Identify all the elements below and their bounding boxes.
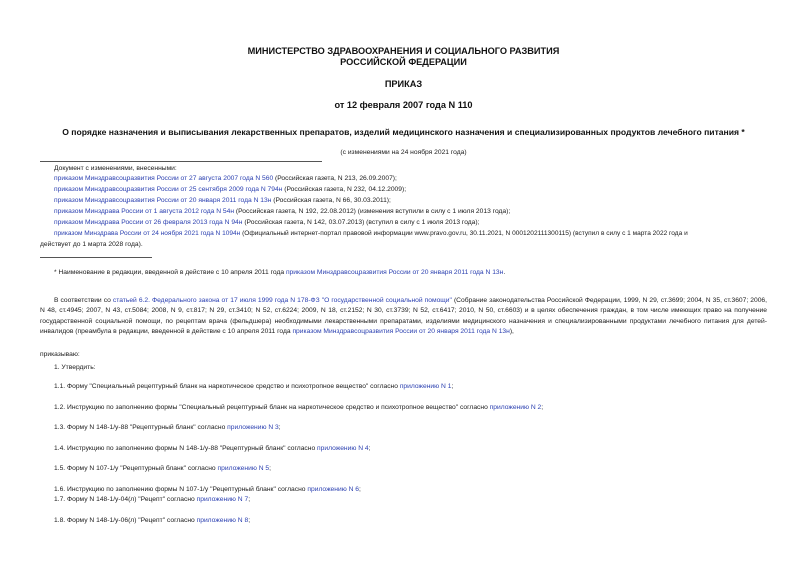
appendix-link[interactable]: приложению N 4 bbox=[317, 445, 369, 452]
appendix-link[interactable]: приложению N 8 bbox=[196, 517, 249, 524]
divider bbox=[40, 161, 322, 162]
appendix-link[interactable]: приложению N 6 bbox=[307, 486, 359, 493]
law-link[interactable]: статьей 6.2. Федерального закона от 17 июля 1999 года N 178-ФЗ "О государственной социальной помощи" bbox=[112, 297, 452, 304]
amendment-item: приказом Минздравсоцразвития России от 20 января 2011 года N 13н (Российская газета, N 66, 30.03.2011); bbox=[54, 197, 391, 204]
approve-heading: 1. Утвердить: bbox=[54, 364, 96, 371]
amendment-link[interactable]: приказом Минздравсоцразвития России от 25 сентября 2009 года N 794н bbox=[54, 186, 283, 193]
order-word: приказываю: bbox=[40, 351, 80, 358]
appendix-link[interactable]: приложению N 3 bbox=[227, 424, 279, 431]
footnote-link[interactable]: приказом Минздравсоцразвития России от 20 января 2011 года N 13н bbox=[285, 269, 504, 276]
amendment-item: приказом Минздрава России от 26 февраля 2013 года N 94н (Российская газета, N 142, 03.07.2013) (вступил в силу с 1 июля 2013 года); bbox=[54, 219, 480, 226]
list-item: 1.4. Инструкцию по заполнению формы N 148-1/у-88 "Рецептурный бланк" согласно приложению N 4; bbox=[54, 445, 371, 452]
footnote: * Наименование в редакции, введенной в действие с 10 апреля 2011 года приказом Минздравсоцразвития России от 20 января 2011 года N 13н. bbox=[54, 269, 506, 276]
amendment-item-cont: действует до 1 марта 2028 года). bbox=[40, 241, 143, 248]
revision-note: (с изменениями на 24 ноября 2021 года) bbox=[340, 149, 467, 156]
amendment-item: приказом Минздравсоцразвития России от 27 августа 2007 года N 560 (Российская газета, N 213, 26.09.2007); bbox=[54, 175, 397, 182]
appendix-link[interactable]: приложению N 2 bbox=[489, 404, 542, 411]
divider bbox=[40, 257, 152, 258]
preamble-link[interactable]: приказом Минздравсоцразвития России от 20 января 2011 года N 13н bbox=[292, 328, 510, 336]
doc-date-number: от 12 февраля 2007 года N 110 bbox=[334, 100, 473, 110]
appendix-link[interactable]: приложению N 5 bbox=[217, 465, 270, 472]
amendment-link[interactable]: приказом Минздрава России от 24 ноября 2021 года N 1094н bbox=[54, 230, 241, 237]
list-item: 1.7. Форму N 148-1/у-04(л) "Рецепт" согласно приложению N 7; bbox=[54, 496, 251, 503]
list-item: 1.1. Форму "Специальный рецептурный бланк на наркотическое средство и психотропное вещество" согласно приложению N 1; bbox=[54, 383, 454, 390]
list-item: 1.6. Инструкцию по заполнению формы N 107-1/у "Рецептурный бланк" согласно приложению N 6; bbox=[54, 486, 361, 493]
ministry-line-2: РОССИЙСКОЙ ФЕДЕРАЦИИ bbox=[340, 57, 467, 67]
amendments-intro: Документ с изменениями, внесенными: bbox=[54, 165, 177, 172]
list-item: 1.3. Форму N 148-1/у-88 "Рецептурный бланк" согласно приложению N 3; bbox=[54, 424, 281, 431]
amendment-item: приказом Минздрава России от 24 ноября 2021 года N 1094н (Официальный интернет-портал правовой информации www.pravo.gov.ru, 30.11.2021, N 0001202111300115) (вступил в силу с 1 марта 2022 года и bbox=[54, 230, 688, 237]
amendment-item: приказом Минздравсоцразвития России от 25 сентября 2009 года N 794н (Российская газета, N 232, 04.12.2009); bbox=[54, 186, 407, 193]
amendment-link[interactable]: приказом Минздравсоцразвития России от 27 августа 2007 года N 560 bbox=[54, 175, 274, 182]
amendment-link[interactable]: приказом Минздравсоцразвития России от 20 января 2011 года N 13н bbox=[54, 197, 272, 204]
ministry-line-1: МИНИСТЕРСТВО ЗДРАВООХРАНЕНИЯ И СОЦИАЛЬНОГО РАЗВИТИЯ bbox=[247, 46, 560, 56]
amendment-link[interactable]: приказом Минздрава России от 26 февраля 2013 года N 94н bbox=[54, 219, 243, 226]
appendix-link[interactable]: приложению N 7 bbox=[196, 496, 249, 503]
amendment-item: приказом Минздрава России от 1 августа 2012 года N 54н (Российская газета, N 192, 22.08.2012) (изменения вступили в силу с 1 июля 2013 года); bbox=[54, 208, 511, 215]
doc-type: ПРИКАЗ bbox=[384, 79, 423, 89]
appendix-link[interactable]: приложению N 1 bbox=[399, 383, 452, 390]
list-item: 1.2. Инструкцию по заполнению формы "Специальный рецептурный бланк на наркотическое средство и психотропное вещество" согласно приложению N 2; bbox=[54, 404, 544, 411]
preamble: В соответствии со статьей 6.2. Федерального закона от 17 июля 1999 года N 178-ФЗ "О государственной социальной помощи" (Собрание законодательства Российской Федерации, 1999, N 29, ст.3699; 2004, N 35, ст.3607; 2006, N 48, ст.4945; 2007, N 43, ст.5084; 2008, N 9, ст.817; N 29, ст.3410; N 52, ст.6224; 2009, N 18, ст.2152; N 30, ст.3739; N 52, ст.6417; 2010, N 50, ст.6603) и в целях обеспечения граждан, в том числе имеющих право на получение государственной социальной помощи, по рецептам врача (фельдшера) необходимыми лекарственными препаратами, изделиями медицинского назначения и специализированными продуктами лечебного питания для детей-инвалидов (преамбула в редакции, введенной в действие с 10 апреля 2011 года приказом Минздравсоцразвития России от 20 января 2011 года N 13н), bbox=[40, 297, 768, 336]
doc-title: О порядке назначения и выписывания лекарственных препаратов, изделий медицинского назначения и специализированных продуктов лечебного питания * bbox=[62, 127, 745, 137]
list-item: 1.8. Форму N 148-1/у-06(л) "Рецепт" согласно приложению N 8; bbox=[54, 517, 251, 524]
amendment-link[interactable]: приказом Минздрава России от 1 августа 2012 года N 54н bbox=[54, 208, 235, 215]
list-item: 1.5. Форму N 107-1/у "Рецептурный бланк" согласно приложению N 5; bbox=[54, 465, 271, 472]
